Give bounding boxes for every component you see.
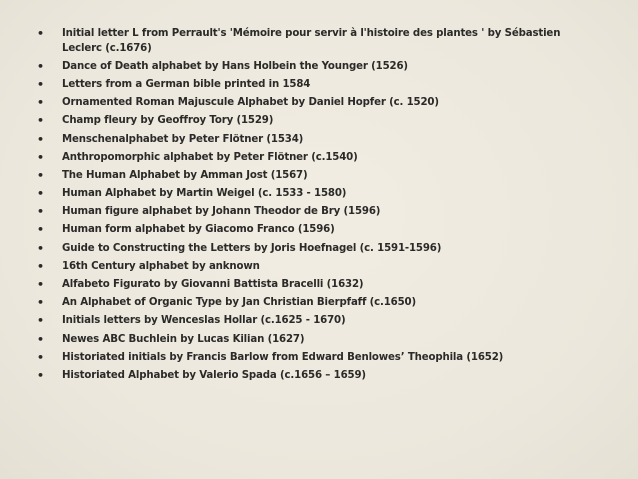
list-item-text: An Alphabet of Organic Type by Jan Christian Bierpfaff (c.1650) xyxy=(62,297,417,309)
bullet-icon: • xyxy=(37,27,44,40)
list-item xyxy=(0,187,638,202)
list-item-text: Dance of Death alphabet by Hans Holbein the Younger (1526) xyxy=(62,60,408,72)
list-item xyxy=(0,333,638,348)
list-item xyxy=(0,27,638,56)
list-item-text: Newes ABC Buchlein by Lucas Kilian (1627) xyxy=(62,333,305,345)
list-item xyxy=(0,205,638,220)
list-item xyxy=(0,133,638,148)
bullet-icon: • xyxy=(37,114,44,128)
bullet-icon: • xyxy=(37,314,44,328)
list-item xyxy=(0,369,638,384)
bullet-icon: • xyxy=(37,168,44,182)
list-item-text: Human figure alphabet by Johann Theodor de Bry (1596) xyxy=(62,206,381,218)
bullet-icon: • xyxy=(37,96,44,110)
list-item-text: 16th Century alphabet by anknown xyxy=(62,260,260,272)
bullet-icon: • xyxy=(37,223,44,237)
list-item xyxy=(0,96,638,111)
list-item xyxy=(0,60,638,75)
list-item xyxy=(0,242,638,257)
bullet-icon: • xyxy=(37,59,44,73)
list-item-text: Guide to Constructing the Letters by Joris Hoefnagel (c. 1591-1596) xyxy=(62,242,442,254)
list-item xyxy=(0,278,638,293)
bullet-icon: • xyxy=(37,132,44,146)
list-item-text: Alfabeto Figurato by Giovanni Battista Bracelli (1632) xyxy=(62,279,364,291)
bullet-icon: • xyxy=(37,278,44,292)
list-item-text: Letters from a German bible printed in 1584 xyxy=(62,78,311,90)
bullet-icon: • xyxy=(37,241,44,255)
bullet-list xyxy=(0,27,638,387)
list-item xyxy=(0,351,638,366)
list-item-text: Champ fleury by Geoffroy Tory (1529) xyxy=(62,115,274,127)
list-item xyxy=(0,78,638,93)
bullet-icon: • xyxy=(37,350,44,364)
list-item xyxy=(0,260,638,275)
list-item-text: Initial letter L from Perrault's 'Mémoire pour servir à l'histoire des plantes ' by Sébastien Leclerc (c.1676) xyxy=(62,28,561,54)
list-item xyxy=(0,223,638,238)
bullet-icon: • xyxy=(37,77,44,91)
bullet-icon: • xyxy=(37,150,44,164)
list-item xyxy=(0,114,638,129)
bullet-icon: • xyxy=(37,187,44,201)
list-item-text: Historiated Alphabet by Valerio Spada (c.1656 – 1659) xyxy=(62,369,366,381)
list-item-text: Initials letters by Wenceslas Hollar (c.1625 - 1670) xyxy=(62,315,346,327)
bullet-icon: • xyxy=(37,259,44,273)
list-item-text: Human form alphabet by Giacomo Franco (1596) xyxy=(62,224,335,236)
bullet-icon: • xyxy=(37,296,44,310)
list-item-text: Menschenalphabet by Peter Flötner (1534) xyxy=(62,133,304,145)
list-item-text: Historiated initials by Francis Barlow from Edward Benlowes’ Theophila (1652) xyxy=(62,351,504,363)
bullet-icon: • xyxy=(37,205,44,219)
list-item xyxy=(0,169,638,184)
list-item xyxy=(0,314,638,329)
list-item-text: Anthropomorphic alphabet by Peter Flötner (c.1540) xyxy=(62,151,358,163)
list-item-text: Ornamented Roman Majuscule Alphabet by Daniel Hopfer (c. 1520) xyxy=(62,97,439,109)
bullet-icon: • xyxy=(37,332,44,346)
bullet-icon: • xyxy=(37,368,44,382)
list-item-text: Human Alphabet by Martin Weigel (c. 1533 - 1580) xyxy=(62,188,347,200)
list-item xyxy=(0,296,638,311)
list-item-text: The Human Alphabet by Amman Jost (1567) xyxy=(62,169,308,181)
list-item xyxy=(0,151,638,166)
